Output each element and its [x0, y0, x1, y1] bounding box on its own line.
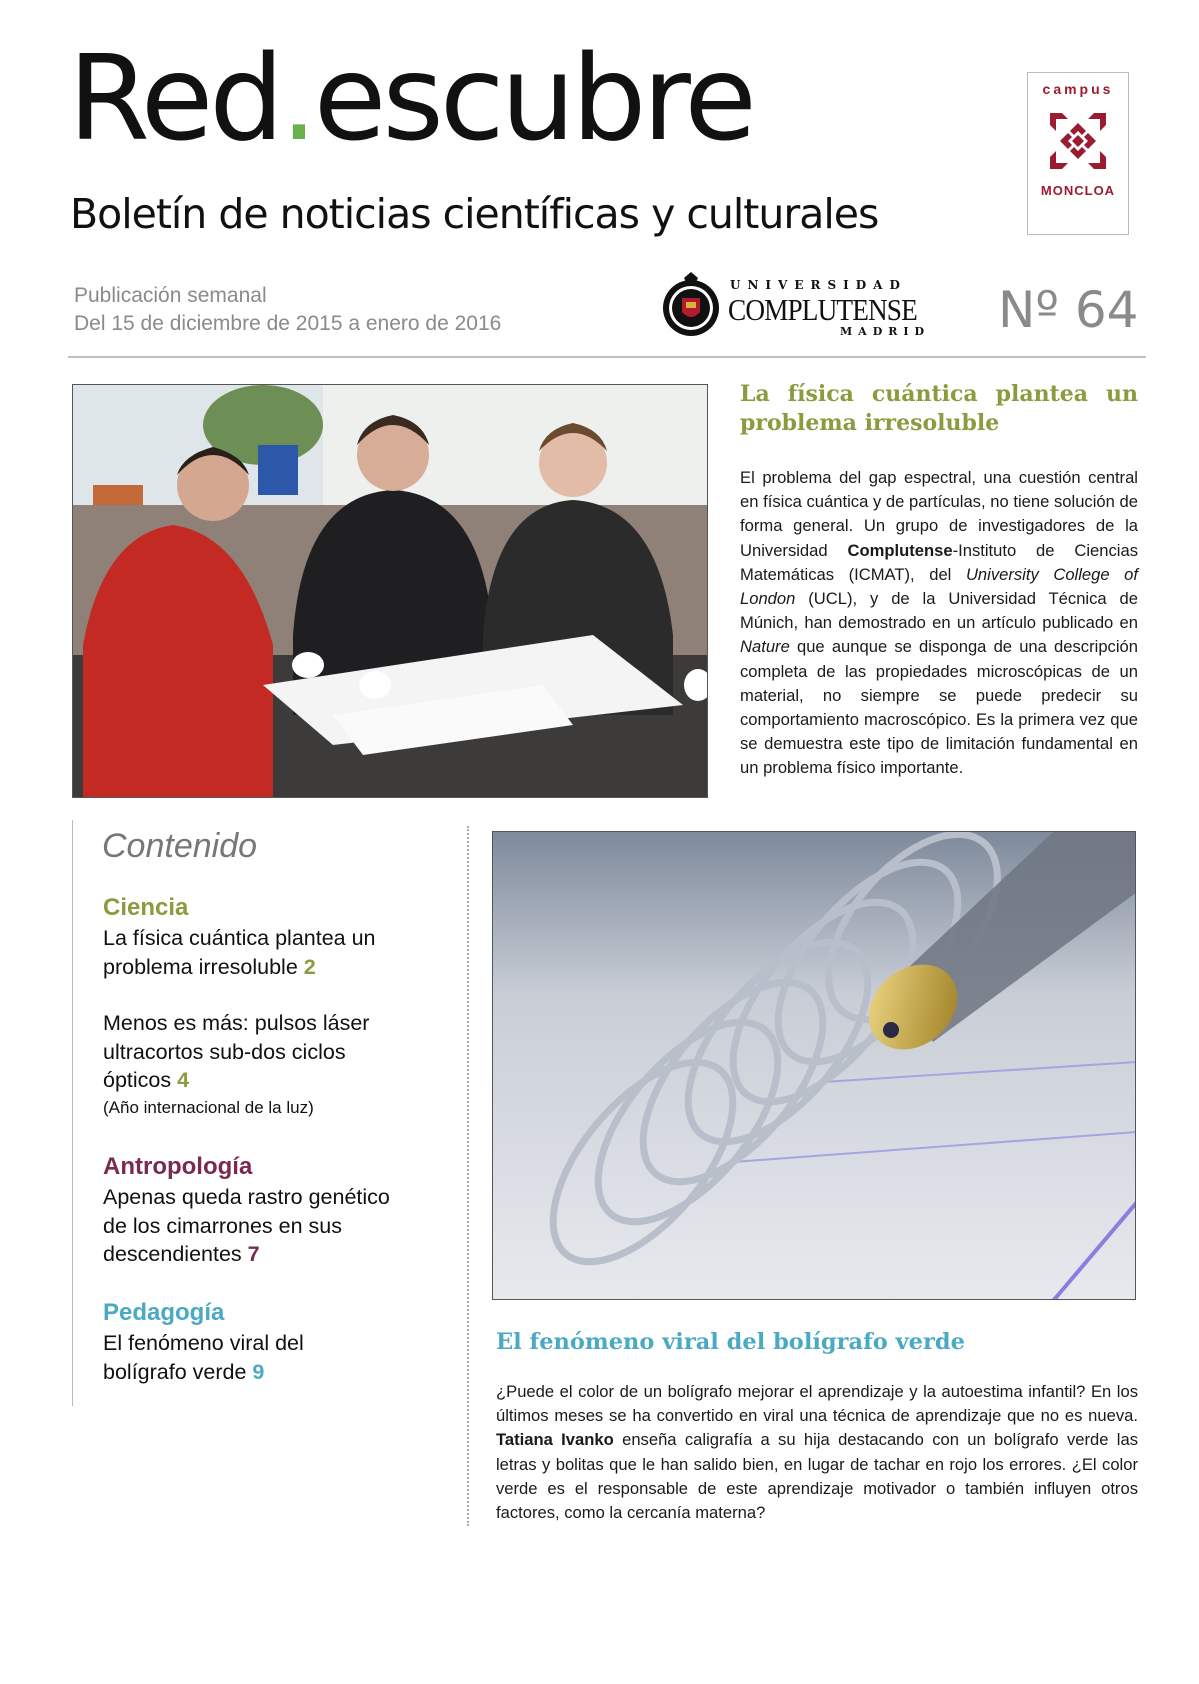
ucm-line-madrid: MADRID	[840, 325, 931, 338]
header-divider	[68, 356, 1146, 358]
newsletter-title: Red.escubre	[68, 29, 753, 167]
campus-logo-bottom-text: MONCLOA	[1040, 183, 1116, 198]
title-dot: .	[280, 29, 314, 167]
campus-logo-top-text: campus	[1042, 81, 1114, 97]
campus-emblem-icon	[1042, 105, 1114, 177]
ucl-emphasis: University College of London	[740, 564, 1139, 609]
section-ciencia[interactable]: Ciencia	[103, 894, 189, 921]
page-number: 7	[247, 1242, 260, 1266]
contents-item-boligrafo[interactable]: El fenómeno viral del bolígrafo verde 9	[103, 1331, 304, 1384]
article-1-headline: La física cuántica plantea un problema irresoluble	[740, 381, 1138, 436]
ucm-line-universidad: UNIVERSIDAD	[730, 278, 907, 292]
campus-moncloa-logo	[1027, 72, 1129, 235]
nature-emphasis: Nature	[740, 637, 790, 657]
ucm-line-complutense: COMPLUTENSE	[728, 292, 917, 327]
article-2-body: ¿Puede el color de un bolígrafo mejorar el aprendizaje y la autoestima infantil? En los últimos meses se ha convertido en viral una técnica de aprendizaje que no es nueva. Tatiana Ivanko enseña caligrafía a su hija destacando con un bolígrafo verde las letras y bolitas que le han salido bien, en lugar de tachar en rojo los errores. ¿El color verde es el responsable de este aprendizaje motivador o también influyen otros factores, como la cercanía materna?	[496, 1382, 1138, 1523]
issue-number: Nº 64	[998, 281, 1139, 339]
researchers-photo	[72, 384, 708, 798]
section-pedagogia[interactable]: Pedagogía	[103, 1299, 225, 1326]
publication-info	[74, 282, 501, 338]
article-1-body: El problema del gap espectral, una cuestión central en física cuántica y de partículas, no tiene solución de forma general. Un grupo de investigadores de la Universidad Complutense-Instituto de Ciencias Matemáticas (ICMAT), del University College of London (UCL), y de la Universidad Técnica de Múnich, han demostrado en un artículo publicado en Nature que aunque se disponga de una descripción completa de las propiedades microscópicas de un material, no siempre se puede predecir su comportamiento macroscópico. Es la primera vez que se demuestra este tipo de limitación fundamental en un problema físico importante.	[740, 468, 1139, 778]
contents-item-laser-note: (Año internacional de la luz)	[103, 1098, 314, 1117]
page-number: 2	[303, 954, 316, 979]
page-number: 9	[252, 1359, 265, 1384]
notebook-pen-photo	[492, 831, 1136, 1300]
ucm-logo	[660, 270, 935, 342]
publication-dates: Del 15 de diciembre de 2015 a enero de 2016	[74, 312, 502, 335]
article-2-headline: El fenómeno viral del bolígrafo verde	[496, 1329, 965, 1355]
contents-left-rule	[72, 820, 73, 1406]
contents-item-laser[interactable]: Menos es más: pulsos láser ultracortos sub-dos ciclos ópticos 4	[103, 1011, 370, 1092]
publication-frequency: Publicación semanal	[74, 284, 267, 307]
contents-title: Contenido	[102, 827, 258, 865]
complutense-emphasis: Complutense	[847, 540, 953, 560]
ucm-crest-icon	[660, 270, 722, 342]
contents-item-cimarrones[interactable]: Apenas queda rastro genético de los cimarrones en sus descendientes 7	[103, 1185, 390, 1266]
page-number: 4	[177, 1068, 190, 1092]
tatiana-ivanko-emphasis: Tatiana Ivanko	[496, 1430, 614, 1450]
newsletter-subtitle: Boletín de noticias científicas y culturales	[70, 190, 879, 238]
column-dotted-divider	[467, 826, 469, 1526]
section-antropologia[interactable]: Antropología	[103, 1153, 253, 1180]
contents-item-fisica[interactable]: La física cuántica plantea un problema irresoluble 2	[103, 926, 376, 979]
